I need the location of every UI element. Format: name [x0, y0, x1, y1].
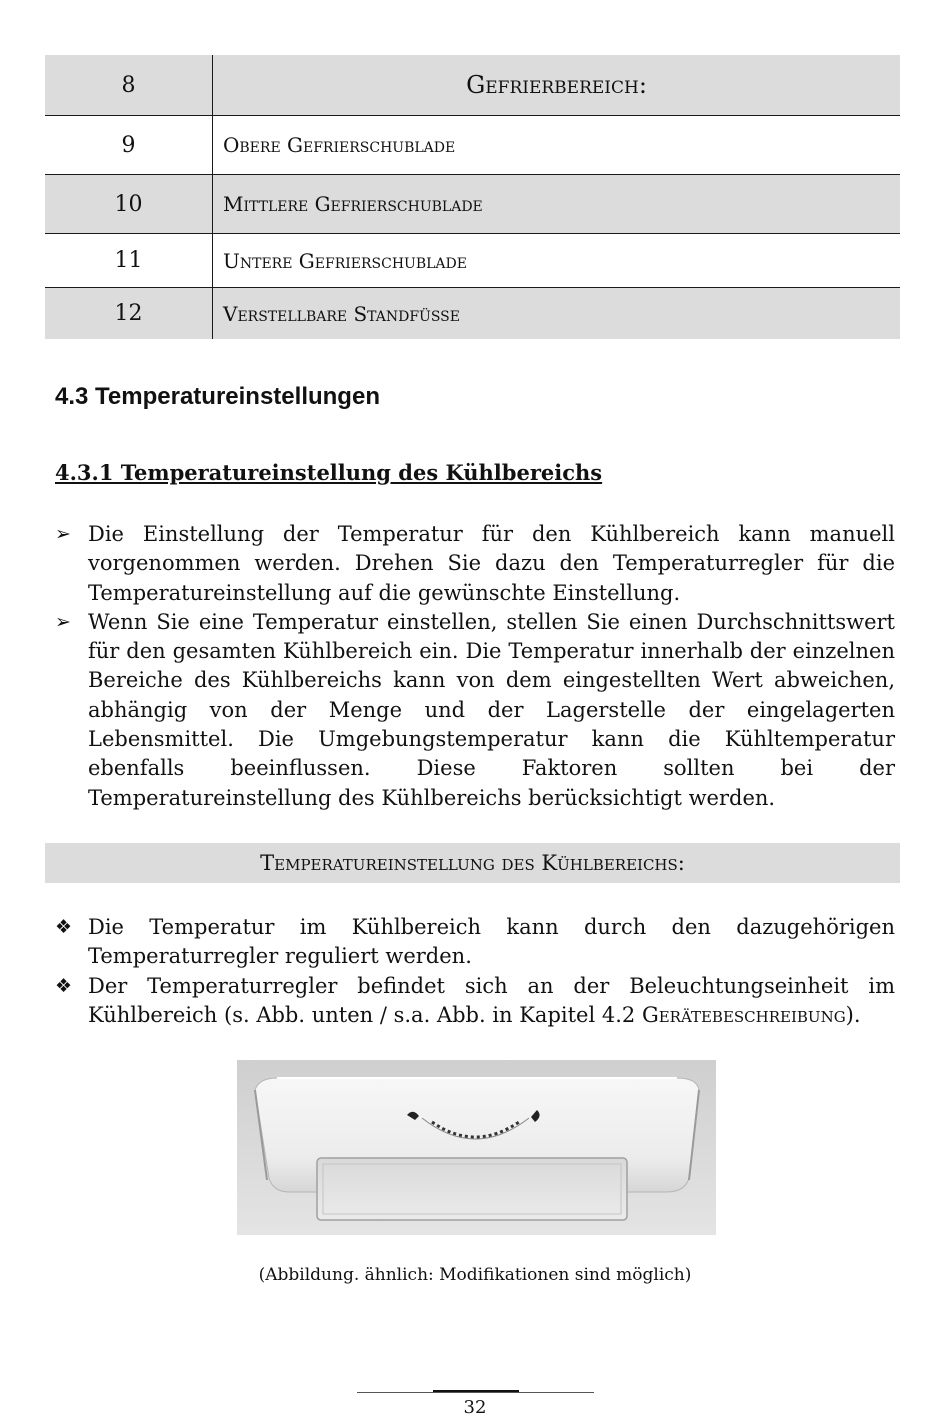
page-number: 32	[463, 1397, 487, 1418]
table-cell-number: 8	[45, 55, 213, 115]
table-cell-label: Untere Gefrierschublade	[223, 248, 467, 273]
list-item-text: Der Temperaturregler befindet sich an der Beleuchtungseinheit im Kühlbereich (s. Abb. unten / s.a. Abb. in Kapitel 4.2	[88, 973, 895, 1027]
arrow-bullet-icon: ➢	[55, 523, 71, 545]
table-cell-number: 9	[45, 116, 213, 174]
diamond-bullet-icon: ❖	[55, 916, 73, 938]
table-cell-label: Verstellbare Standfüße	[223, 301, 460, 326]
table-cell-number: 10	[45, 175, 213, 233]
table-cell-number: 11	[45, 234, 213, 287]
list-item	[55, 913, 895, 972]
table-row	[45, 233, 900, 287]
figure-caption: (Abbildung. ähnlich: Modifikationen sind möglich)	[258, 1265, 692, 1285]
list-item-text: Die Einstellung der Temperatur für den Kühlbereich kann manuell vorgenommen werden. Drehen Sie dazu den Temperaturregler für die Temperatureinstellung auf die gewünschte Einstellung.	[88, 522, 895, 605]
footer-rule	[357, 1392, 594, 1393]
list-item	[55, 520, 895, 608]
thermostat-light-unit-photo	[237, 1060, 716, 1235]
list-item-tail: ).	[845, 1002, 861, 1027]
table-header-row	[45, 55, 900, 115]
bullet-list-diamonds	[55, 913, 895, 1030]
bullet-list-arrows	[55, 520, 895, 813]
settings-banner: Temperatureinstellung des Kühlbereichs:	[45, 843, 900, 883]
diamond-bullet-icon: ❖	[55, 974, 73, 997]
arrow-bullet-icon: ➢	[55, 610, 71, 633]
chapter-reference: Gerätebeschreibung	[641, 1002, 846, 1027]
table-cell-label: Obere Gefrierschublade	[223, 133, 456, 157]
table-cell-label: Gefrierbereich:	[466, 71, 647, 99]
list-item	[55, 972, 895, 1031]
table-row	[45, 174, 900, 233]
section-title: 4.3 Temperatureinstellungen	[55, 383, 380, 410]
table-row	[45, 287, 900, 339]
list-item-text: Die Temperatur im Kühlbereich kann durch den dazugehörigen Temperaturregler reguliert werden.	[88, 915, 895, 969]
table-cell-label: Mittlere Gefrierschublade	[223, 192, 483, 216]
subsection-title: 4.3.1 Temperatureinstellung des Kühlbereichs	[55, 460, 603, 485]
parts-table	[45, 55, 900, 339]
table-cell-number: 12	[45, 288, 213, 339]
list-item	[55, 608, 895, 813]
footer-rule-accent	[433, 1390, 519, 1392]
table-row	[45, 115, 900, 174]
list-item-text: Wenn Sie eine Temperatur einstellen, stellen Sie einen Durchschnittswert für den gesamten Kühlbereich ein. Die Temperatur innerhalb der einzelnen Bereiche des Kühlbereichs kann von dem eingestellten Wert abweichen, abhängig von der Menge und der Lagerstelle der eingelagerten Lebensmittel. Die Umgebungstemperatur kann die Kühltemperatur ebenfalls beeinflussen. Diese Faktoren sollten bei der Temperatureinstellung des Kühlbereichs berücksichtigt werden.	[88, 609, 895, 810]
